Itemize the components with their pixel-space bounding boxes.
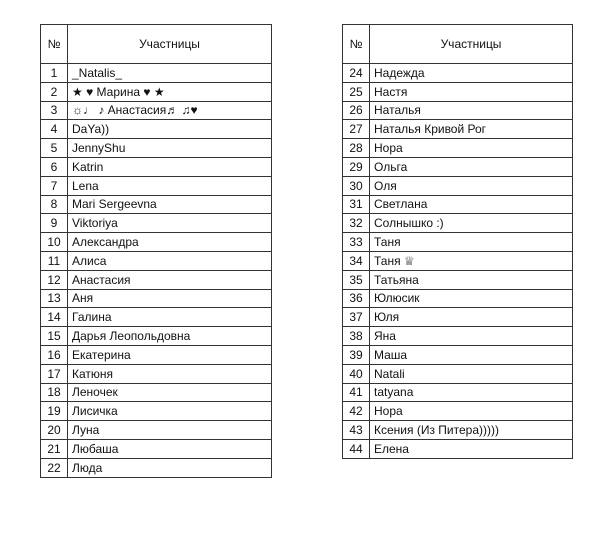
participant-name: Яна (370, 327, 573, 346)
participant-name: ★ ♥ Марина ♥ ★ (68, 82, 272, 101)
row-number: 7 (41, 176, 68, 195)
row-number: 14 (41, 308, 68, 327)
table-row (343, 251, 573, 270)
row-number: 35 (343, 270, 370, 289)
table-row (343, 64, 573, 83)
participant-name: Ксения (Из Питера))))) (370, 421, 573, 440)
table-row (41, 195, 272, 214)
table-row (343, 82, 573, 101)
participant-name: Ольга (370, 157, 573, 176)
row-number: 4 (41, 120, 68, 139)
row-number: 34 (343, 251, 370, 270)
participant-name: Наталья Кривой Рог (370, 120, 573, 139)
table-row (41, 233, 272, 252)
table-row (41, 157, 272, 176)
participant-name: Настя (370, 82, 573, 101)
row-number: 27 (343, 120, 370, 139)
participant-name: Дарья Леопольдовна (68, 327, 272, 346)
row-number: 26 (343, 101, 370, 120)
table-row (41, 439, 272, 458)
participant-name: ☼♩ ♪ Анастасия♬ ♫♥ (68, 101, 272, 120)
row-number: 32 (343, 214, 370, 233)
row-number: 12 (41, 270, 68, 289)
row-number: 21 (41, 439, 68, 458)
participant-name: Татьяна (370, 270, 573, 289)
table-row (41, 364, 272, 383)
participant-name: Екатерина (68, 345, 272, 364)
row-number: 36 (343, 289, 370, 308)
row-number: 16 (41, 345, 68, 364)
table-row (343, 214, 573, 233)
row-number: 15 (41, 327, 68, 346)
participant-name: Любаша (68, 439, 272, 458)
participant-name: Надежда (370, 64, 573, 83)
participants-column-header: Участницы (68, 25, 272, 64)
table-row (41, 270, 272, 289)
table-row (41, 402, 272, 421)
participant-name: Оля (370, 176, 573, 195)
table-row (41, 383, 272, 402)
participant-name: Александра (68, 233, 272, 252)
row-number: 41 (343, 383, 370, 402)
row-number: 13 (41, 289, 68, 308)
row-number: 11 (41, 251, 68, 270)
table-row (343, 289, 573, 308)
participants-column-header: Участницы (370, 25, 573, 64)
table-row (343, 308, 573, 327)
table-row (41, 251, 272, 270)
row-number: 1 (41, 64, 68, 83)
participant-name: Natali (370, 364, 573, 383)
participants-table-right (342, 24, 573, 459)
table-row (343, 233, 573, 252)
table-row (41, 64, 272, 83)
table-row (41, 308, 272, 327)
table-row (41, 139, 272, 158)
row-number: 29 (343, 157, 370, 176)
number-column-header: № (343, 25, 370, 64)
participant-name: Katrin (68, 157, 272, 176)
table-row (41, 421, 272, 440)
row-number: 5 (41, 139, 68, 158)
table-row (343, 157, 573, 176)
row-number: 25 (343, 82, 370, 101)
table-header-row (343, 25, 573, 64)
row-number: 31 (343, 195, 370, 214)
row-number: 40 (343, 364, 370, 383)
table-row (343, 439, 573, 458)
participant-name: Солнышко :) (370, 214, 573, 233)
table-row (41, 82, 272, 101)
participant-name: Наталья (370, 101, 573, 120)
participant-name: Галина (68, 308, 272, 327)
table-row (343, 176, 573, 195)
row-number: 24 (343, 64, 370, 83)
table-header-row (41, 25, 272, 64)
table-row (343, 402, 573, 421)
participant-name: Аня (68, 289, 272, 308)
row-number: 38 (343, 327, 370, 346)
row-number: 43 (343, 421, 370, 440)
table-row (343, 120, 573, 139)
participant-name: Mari Sergeevna (68, 195, 272, 214)
row-number: 17 (41, 364, 68, 383)
participant-name: Viktoriya (68, 214, 272, 233)
table-row (41, 289, 272, 308)
table-row (343, 139, 573, 158)
table-row (343, 195, 573, 214)
table-row (343, 270, 573, 289)
row-number: 42 (343, 402, 370, 421)
table-row (343, 421, 573, 440)
participant-name: Нора (370, 139, 573, 158)
row-number: 28 (343, 139, 370, 158)
row-number: 30 (343, 176, 370, 195)
row-number: 9 (41, 214, 68, 233)
row-number: 18 (41, 383, 68, 402)
participant-name: Светлана (370, 195, 573, 214)
participant-name: Алиса (68, 251, 272, 270)
table-row (41, 120, 272, 139)
row-number: 22 (41, 458, 68, 477)
table-row (41, 176, 272, 195)
row-number: 44 (343, 439, 370, 458)
participant-name: Лисичка (68, 402, 272, 421)
participant-name: Нора (370, 402, 573, 421)
row-number: 6 (41, 157, 68, 176)
table-row (343, 383, 573, 402)
participant-name: Таня (370, 233, 573, 252)
row-number: 39 (343, 345, 370, 364)
participant-name: Таня ♕ (370, 251, 573, 270)
row-number: 33 (343, 233, 370, 252)
participant-name: Маша (370, 345, 573, 364)
table-row (343, 345, 573, 364)
table-row (41, 214, 272, 233)
table-row (343, 364, 573, 383)
row-number: 8 (41, 195, 68, 214)
number-column-header: № (41, 25, 68, 64)
row-number: 19 (41, 402, 68, 421)
participant-name: Елена (370, 439, 573, 458)
table-row (41, 101, 272, 120)
participant-name: Юлюсик (370, 289, 573, 308)
participant-name: Луна (68, 421, 272, 440)
row-number: 2 (41, 82, 68, 101)
table-row (343, 101, 573, 120)
participant-name: Lena (68, 176, 272, 195)
participant-name: tatyana (370, 383, 573, 402)
participant-name: Леночек (68, 383, 272, 402)
participant-name: JennyShu (68, 139, 272, 158)
table-row (41, 327, 272, 346)
participant-name: _Natalis_ (68, 64, 272, 83)
participants-table-left (40, 24, 272, 478)
table-row (41, 458, 272, 477)
participant-name: Люда (68, 458, 272, 477)
row-number: 10 (41, 233, 68, 252)
participant-name: Анастасия (68, 270, 272, 289)
participant-name: DaYa)) (68, 120, 272, 139)
row-number: 3 (41, 101, 68, 120)
table-row (41, 345, 272, 364)
participant-name: Юля (370, 308, 573, 327)
table-row (343, 327, 573, 346)
row-number: 20 (41, 421, 68, 440)
row-number: 37 (343, 308, 370, 327)
participant-name: Катюня (68, 364, 272, 383)
